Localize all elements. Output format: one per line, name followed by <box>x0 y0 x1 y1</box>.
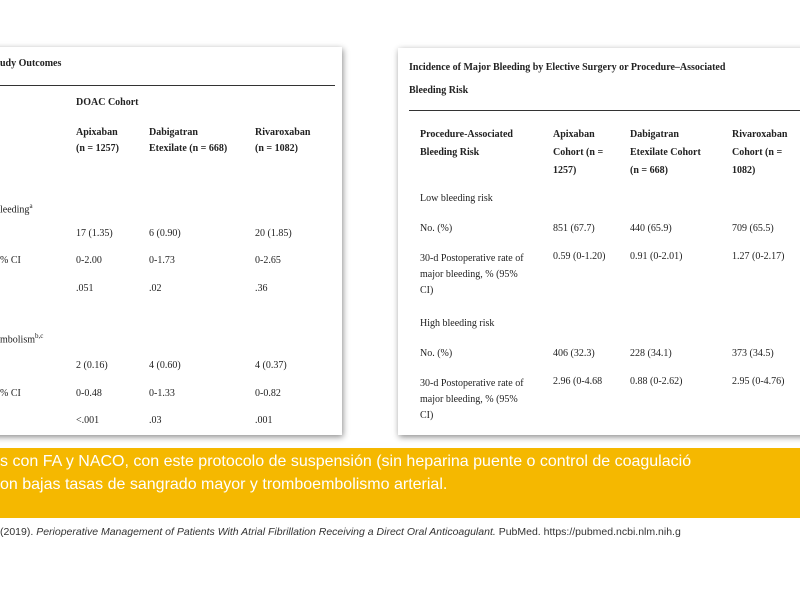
row-label: No. (%) <box>420 348 453 359</box>
left-col-header-dabigatran <box>149 125 227 157</box>
section-label-sup: a <box>29 202 33 210</box>
col-header-line: 1257) <box>553 165 577 176</box>
row-label: % CI <box>0 255 21 266</box>
left-section1-label <box>0 202 33 215</box>
col-header-line: (n = 1257) <box>76 143 119 154</box>
table-cell: 0-2.00 <box>76 255 102 266</box>
citation <box>0 526 681 538</box>
right-col-header-dabigatran <box>630 126 701 180</box>
table-cell: 0.88 (0-2.62) <box>630 376 683 387</box>
table-cell: 4 (0.60) <box>149 360 181 371</box>
col-header-line: Rivaroxaban <box>255 127 311 138</box>
table-cell: 0-2.65 <box>255 255 281 266</box>
table-cell: 373 (34.5) <box>732 348 774 359</box>
row-label-line: CI) <box>420 410 434 421</box>
right-col-header-rivaroxaban <box>732 126 787 180</box>
row-label <box>420 376 524 424</box>
table-cell: .03 <box>149 415 162 426</box>
table-cell: .02 <box>149 283 162 294</box>
table-cell: 406 (32.3) <box>553 348 595 359</box>
table-cell: 6 (0.90) <box>149 228 181 239</box>
col-header-line: Etexilate (n = 668) <box>149 143 228 154</box>
col-header-line: Cohort (n = <box>732 147 783 158</box>
table-cell: 2 (0.16) <box>76 360 108 371</box>
table-cell: 0.91 (0-2.01) <box>630 251 683 262</box>
row-label-line: CI) <box>420 285 434 296</box>
citation-suffix: PubMed. https://pubmed.ncbi.nlm.nih.g <box>495 526 681 538</box>
table-cell: 17 (1.35) <box>76 228 113 239</box>
left-table-card <box>0 47 342 435</box>
left-table-top-rule <box>0 85 335 86</box>
left-table-title: udy Outcomes <box>0 58 62 69</box>
right-table-title-line1: Incidence of Major Bleeding by Elective Surgery or Procedure–Associated <box>409 62 726 73</box>
col-header-line: Apixaban <box>553 129 595 140</box>
table-cell: .001 <box>255 415 273 426</box>
col-header-line: Bleeding Risk <box>420 147 480 158</box>
left-table-group-header: DOAC Cohort <box>76 97 139 108</box>
section-label-text: leeding <box>0 204 30 216</box>
row-label: No. (%) <box>420 223 453 234</box>
table-cell: 0-0.48 <box>76 388 102 399</box>
table-cell: .36 <box>255 283 268 294</box>
right-table-title-line2: Bleeding Risk <box>409 85 469 96</box>
col-header-line: Procedure-Associated <box>420 129 513 140</box>
row-label-line: major bleeding, % (95% <box>420 269 518 280</box>
table-cell: 0.59 (0-1.20) <box>553 251 606 262</box>
col-header-line: (n = 1082) <box>255 143 298 154</box>
table-cell: <.001 <box>76 415 100 426</box>
col-header-line: Rivaroxaban <box>732 129 788 140</box>
left-col-header-rivaroxaban <box>255 125 310 157</box>
right-col-header-risk <box>420 126 513 162</box>
col-header-line: (n = 668) <box>630 165 668 176</box>
table-cell: 2.95 (0-4.76) <box>732 376 785 387</box>
col-header-line: Apixaban <box>76 127 118 138</box>
left-col-header-apixaban <box>76 125 119 157</box>
col-header-line: Cohort (n = <box>553 147 604 158</box>
high-risk-label: High bleeding risk <box>420 318 495 329</box>
section-label-sup: b,c <box>35 332 44 340</box>
col-header-line: Dabigatran <box>149 127 198 138</box>
row-label-line: 30-d Postoperative rate of <box>420 253 524 264</box>
low-risk-label: Low bleeding risk <box>420 193 493 204</box>
right-table-top-rule <box>409 110 800 111</box>
row-label: % CI <box>0 388 21 399</box>
right-col-header-apixaban <box>553 126 603 180</box>
table-cell: 1.27 (0-2.17) <box>732 251 785 262</box>
table-cell: 4 (0.37) <box>255 360 287 371</box>
citation-title: Perioperative Management of Patients With Atrial Fibrillation Receiving a Direct Oral Anticoagulant. <box>36 526 496 538</box>
row-label-line: 30-d Postoperative rate of <box>420 378 524 389</box>
section-label-text: mbolism <box>0 334 36 346</box>
col-header-line: Etexilate Cohort <box>630 147 701 158</box>
left-section2-label <box>0 332 43 345</box>
banner-line-1: s con FA y NACO, con este protocolo de suspensión (sin heparina puente o control de coagulació <box>0 453 692 470</box>
conclusion-banner <box>0 448 800 518</box>
table-cell: 228 (34.1) <box>630 348 672 359</box>
table-cell: 709 (65.5) <box>732 223 774 234</box>
table-cell: 440 (65.9) <box>630 223 672 234</box>
row-label-line: major bleeding, % (95% <box>420 394 518 405</box>
citation-prefix: (2019). <box>0 526 37 538</box>
banner-line-2: on bajas tasas de sangrado mayor y tromboembolismo arterial. <box>0 476 448 493</box>
table-cell: 0-1.33 <box>149 388 175 399</box>
table-cell: 20 (1.85) <box>255 228 292 239</box>
table-cell: 2.96 (0-4.68 <box>553 376 603 387</box>
col-header-line: 1082) <box>732 165 756 176</box>
table-cell: 0-1.73 <box>149 255 175 266</box>
col-header-line: Dabigatran <box>630 129 679 140</box>
table-cell: 0-0.82 <box>255 388 281 399</box>
table-cell: .051 <box>76 283 94 294</box>
table-cell: 851 (67.7) <box>553 223 595 234</box>
row-label <box>420 251 524 299</box>
right-table-card <box>398 48 800 435</box>
